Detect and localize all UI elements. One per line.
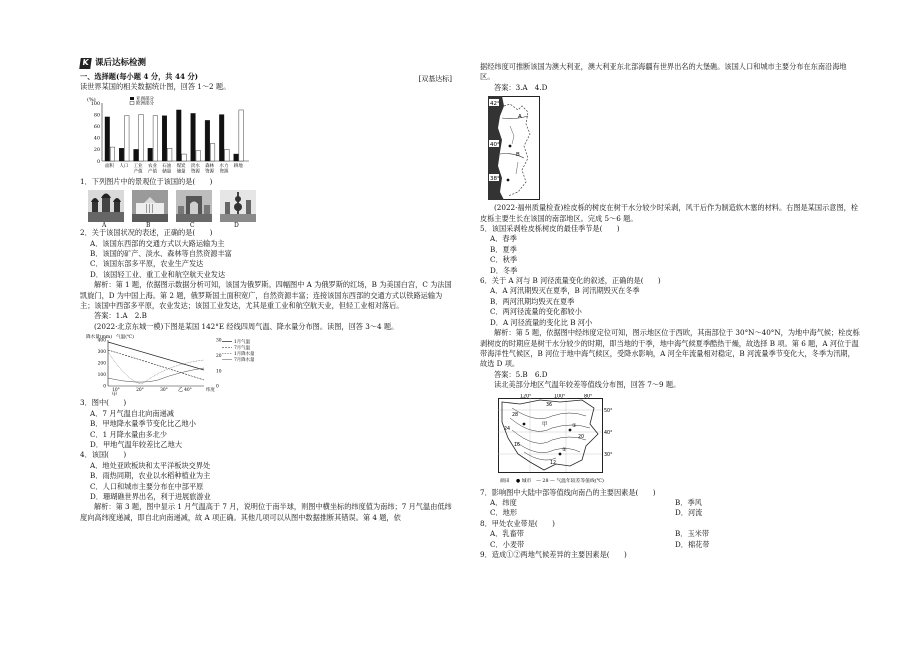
q8-option-c: C．小麦带 — [490, 539, 525, 549]
k-badge-icon: K — [79, 58, 92, 69]
category-label: 资源 — [205, 169, 215, 175]
category-label: 农业 — [147, 163, 157, 169]
answer-3-4: 答案：3.A 4.D — [494, 82, 548, 92]
lat-label-50: 50° — [604, 408, 613, 414]
q5-option-b: B．夏季 — [490, 244, 517, 254]
photo-d-shanghai — [220, 190, 256, 229]
photo-a-red-square — [88, 190, 124, 229]
category-label: 森林 — [205, 163, 215, 169]
explanation-1-2: 解析：第 1 题，依据图示数据分析可知，该国为俄罗斯。四幅图中 A 为俄罗斯的红场，B 为美国白宫，C 为法国凯旋门，D 为中国上海。第 2 题，俄罗斯国土面积宽广，自然资源丰富；连接该国东西部的交通方式以铁路运输为主；该国中西部多平原，农业发达；该国工业发达，尤其是重工业和航空航天业，但轻工业相对落后。 — [80, 280, 452, 311]
y-left-tick: 400 — [97, 338, 106, 344]
contour-label-20: 20 — [578, 434, 585, 440]
explanation-5-6: 解析：第 5 题，依据图中经纬度定位可知，图示地区位于西欧，其南部位于 30°N～40°N，为地中海气候；栓皮栎剥树皮的时期应是树干水分较少的时期，即当地的干季，地中海气候夏季酷热干燥，故选择 B 项。第 6 题，A 河位于温带海洋性气候区，B 河位于地中海气候区，受降水影响，A 河全年流量相对稳定，B 河流量季节变化大，冬季为汛期，故选 D 项。 — [480, 328, 860, 369]
legend-label-europe: 欧洲部分 — [136, 101, 154, 107]
contour-label-12: 12 — [550, 460, 557, 466]
intro-q1-2: 读世界某国的相关数据统计图，回答 1～2 题。 — [80, 82, 231, 92]
y-left-tick: 0 — [103, 384, 106, 390]
photo-b-white-house — [132, 190, 168, 229]
y-left-tick: 100 — [97, 373, 106, 379]
y-right-label: 气温(℃) — [116, 335, 134, 341]
bar-europe — [110, 147, 115, 161]
photo-options — [88, 190, 452, 229]
lon-label-80: 80° — [584, 394, 593, 400]
q6-option-c: C．两河径流量的变化都较小 — [490, 307, 582, 317]
intro-q5-6: (2022·福州质量检查)栓皮栎的树皮在树干水分较少时采剥，风干后作为制造软木塞的材料。右图是某国示意图，栓皮栎主要生长在该国的南部地区。完成 5～6 题。 — [480, 203, 859, 223]
bar-chart-svg — [86, 95, 251, 177]
bar-asia — [219, 114, 224, 160]
bar-europe — [182, 154, 187, 161]
category-label: 耕地 — [233, 163, 243, 169]
isoline-map-svg — [490, 394, 618, 486]
portugal-map — [488, 96, 540, 200]
answer-5-6: 答案：5.B 6.D — [494, 369, 548, 379]
q5-option-d: D．冬季 — [490, 265, 518, 275]
answer-1-2: 答案：1.A 2.B — [94, 311, 147, 321]
bar-asia — [105, 117, 110, 161]
q3-option-d: D．甲地气温年较差比乙地大 — [90, 439, 183, 449]
contour-label-28: 28 — [512, 412, 519, 418]
q3-option-c: C．1 月降水量由多北少 — [90, 429, 168, 439]
question-8: 8．甲处农业带是( ) — [480, 518, 555, 528]
place-1-label: ① — [572, 422, 577, 429]
contour-label-16: 16 — [514, 442, 521, 448]
question-9: 9．造成①②两地气候差异的主要因素是( ) — [480, 549, 627, 559]
bar-europe — [196, 150, 201, 160]
kremlin-photo-icon — [88, 190, 124, 222]
y-unit-label: (%) — [87, 96, 96, 103]
category-label: 储量 — [176, 169, 186, 175]
x-tick-label: 20° — [136, 388, 144, 394]
y-right-tick: 10 — [216, 369, 222, 375]
question-2: 2．关于该国状况的表述，正确的是( ) — [80, 228, 213, 238]
photo-c-arc — [176, 190, 212, 229]
photo-label: A — [102, 221, 107, 229]
x-axis-label: 纬度 — [206, 388, 215, 394]
q4-option-a: A．地处亚欧板块和太平洋板块交界处 — [90, 460, 211, 470]
legend-label: 7月气温 — [234, 346, 250, 352]
bar-europe — [124, 116, 129, 161]
y-tick-label: 100 — [90, 101, 100, 107]
legend-swatch-asia — [130, 97, 134, 100]
q5-option-c: C．秋季 — [490, 255, 518, 265]
y-left-tick: 300 — [97, 350, 106, 356]
y-left-label: 降水量(mm) — [86, 335, 113, 341]
bar-asia — [134, 149, 139, 161]
category-label: 水力 — [219, 163, 229, 169]
category-label: 产值 — [147, 169, 157, 175]
bar-asia — [205, 120, 210, 161]
q8-option-b: B．玉米带 — [675, 529, 710, 539]
y-tick-label: 20 — [93, 148, 100, 154]
place-yi: 乙 — [178, 387, 184, 394]
lon-label-100: 100° — [554, 394, 566, 400]
bar-asia — [119, 148, 124, 161]
level-tag: [双基达标] — [418, 75, 452, 83]
lat-label-40n: 40° — [604, 430, 613, 436]
lat-label-30: 30° — [604, 452, 613, 458]
question-5: 5．该国采剥栓皮栎树皮的最佳季节是( ) — [480, 224, 620, 234]
river-b-label: B — [516, 152, 520, 159]
y-tick-label: 40 — [93, 136, 100, 142]
lat-label-38: 38° — [490, 176, 500, 183]
q8-options-row1 — [480, 529, 860, 539]
q7-option-c: C．地形 — [490, 508, 518, 518]
category-label: 资源 — [219, 169, 229, 175]
explanation-3-4-cont: 据经纬度可推断该国为澳大利亚，澳大利亚东北部海疆有世界出名的大堡礁。该国人口和城市主要分布在东南沿海地区。 — [480, 62, 847, 82]
question-3: 3．图中( ) — [80, 398, 127, 408]
bar-europe — [210, 143, 215, 160]
legend-label-asia: 亚洲部分 — [136, 96, 154, 102]
q7-options-row2 — [480, 508, 860, 518]
category-label: 人口 — [119, 163, 129, 169]
line-jul-temp — [108, 350, 204, 380]
q6-option-b: B．两河汛期均毁灭在夏季 — [490, 296, 575, 306]
category-label: 淡水 — [190, 163, 200, 169]
lat-label-40: 40° — [490, 142, 500, 149]
q6-option-d: D．A 河径流量的变化比 B 河小 — [490, 317, 593, 327]
line-chart-svg — [86, 334, 286, 396]
q2-option-a: A．该国东西部的交通方式以大路运输为主 — [90, 238, 225, 248]
bar-europe — [139, 114, 144, 160]
x-tick-label: 40° — [184, 388, 192, 394]
q2-option-d: D．该国轻工业、重工业和航空航天业发达 — [90, 269, 226, 279]
q4-option-c: C．人口和城市主要分布在中部平原 — [90, 481, 204, 491]
bar-europe — [225, 149, 230, 161]
bar-europe — [239, 110, 244, 161]
y-tick-label: 60 — [93, 124, 100, 130]
bar-asia — [148, 148, 153, 161]
bar-asia — [234, 154, 239, 161]
left-column — [80, 56, 452, 523]
legend-label: 1月气温 — [234, 340, 250, 346]
q2-option-b: B．该国的矿产、淡水、森林等自然资源丰富 — [90, 249, 232, 259]
section-heading: 一、选择题(每小题 4 分，共 44 分) — [80, 72, 199, 81]
country-map-svg — [488, 96, 540, 200]
q8-option-d: D．棉花带 — [675, 539, 710, 549]
section-title: 课后达标检测 — [95, 57, 147, 68]
q7-options-row1 — [480, 498, 860, 508]
y-tick-label: 0 — [96, 159, 100, 165]
bar-asia — [191, 113, 196, 161]
y-left-tick: 200 — [97, 361, 106, 367]
map-legend-prefix: 颜田 — [500, 478, 510, 484]
q5-option-a: A．春季 — [490, 234, 517, 244]
bar-asia — [177, 110, 182, 161]
q3-option-a: A．7 月气温自北向南递减 — [90, 408, 174, 418]
white-house-photo-icon — [132, 190, 168, 222]
x-tick-label: 10° — [112, 388, 120, 394]
section-header — [80, 56, 452, 70]
q8-options-row2 — [480, 540, 860, 550]
bar-europe — [153, 116, 158, 161]
q3-option-b: B．甲地降水量季节变化比乙地小 — [90, 419, 196, 429]
bar-asia — [162, 116, 167, 161]
question-6: 6．关于 A 河与 B 河径流量变化的叙述，正确的是( ) — [480, 276, 661, 286]
right-column — [480, 62, 860, 560]
line-jan-precip — [108, 352, 204, 384]
river-a-label: A — [518, 114, 522, 121]
category-label: 面积 — [105, 163, 115, 169]
q7-option-a: A．纬度 — [490, 497, 517, 507]
lat-label-42: 42° — [490, 101, 500, 108]
intro-q7-9: 读北美部分地区气温年较差等值线分布图，回答 7～9 题。 — [494, 380, 681, 390]
q4-option-b: B．雨热同期，农业以水稻种植业为主 — [90, 471, 211, 481]
contour-label-36: 36 — [546, 402, 553, 408]
shanghai-photo-icon — [220, 190, 256, 222]
x-tick-label: 30° — [160, 388, 168, 394]
intro-q3-4: (2022·北京东城一模)下图是某国 142°E 经线四周气温、降水量分布图。读图，回答 3～4 题。 — [94, 321, 399, 331]
q7-option-b: B．季风 — [675, 497, 702, 507]
category-label: 资源 — [190, 169, 200, 175]
q8-option-a: A．乳畜带 — [490, 529, 524, 539]
category-label: 工业 — [133, 163, 143, 169]
photo-label: C — [190, 221, 195, 229]
question-7: 7．影响图中大陆中部等值线向南凸的主要因素是( ) — [480, 487, 656, 497]
lon-label-120: 120° — [520, 394, 532, 400]
place-2-label: ② — [562, 446, 567, 453]
bar-europe — [167, 148, 172, 161]
q6-option-a: A．A 河汛期毁灭在夏季，B 河汛期毁灭在冬季 — [490, 286, 640, 296]
category-label: 石油 — [162, 163, 172, 169]
legend-swatch-europe — [130, 101, 134, 104]
north-america-isoline-map — [490, 394, 618, 486]
line-jan-temp — [108, 342, 204, 370]
y-right-tick: 20 — [216, 354, 222, 360]
category-label: 储量 — [162, 169, 172, 175]
category-label: 产值 — [133, 169, 143, 175]
q4-option-d: D．珊瑚礁世界出名，利于进展旅游业 — [90, 491, 211, 501]
place-jia: 甲 — [112, 392, 118, 397]
category-label: 煤炭 — [176, 163, 186, 169]
explanation-3-4: 解析：第 3 题，图中显示 1 月气温高于 7 月，说明位于南半球，则图中横坐标的纬度值为南纬；7 月气温由低纬度向高纬度递减，即自北向南递减，故 A 项正确。其他几项可以从图中数据推断其错误。第 4 题，依 — [80, 502, 452, 522]
photo-label: B — [146, 221, 151, 229]
place-jia-label: 甲 — [542, 421, 548, 428]
y-right-tick: 30 — [216, 338, 222, 344]
arc-photo-icon — [176, 190, 212, 222]
y-tick-label: 80 — [93, 113, 100, 119]
photo-label: D — [234, 221, 239, 229]
y-right-tick: 0 — [216, 384, 219, 390]
russia-bar-chart — [86, 95, 251, 177]
question-4: 4．该国( ) — [80, 450, 127, 460]
question-1: 1．下列图片中的景观位于该国的是( ) — [80, 176, 213, 186]
q7-option-d: D．河流 — [675, 508, 703, 518]
temp-precip-chart — [86, 334, 286, 396]
legend-label: 7月降水量 — [234, 358, 255, 364]
legend-label: 1月降水量 — [234, 352, 255, 358]
q2-option-c: C．该国东部多平原，农业生产发达 — [90, 259, 204, 269]
contour-label-24: 24 — [504, 426, 511, 432]
map-legend: ● 城市 — 28 — 气温年较差等值线(℃) — [516, 478, 604, 484]
